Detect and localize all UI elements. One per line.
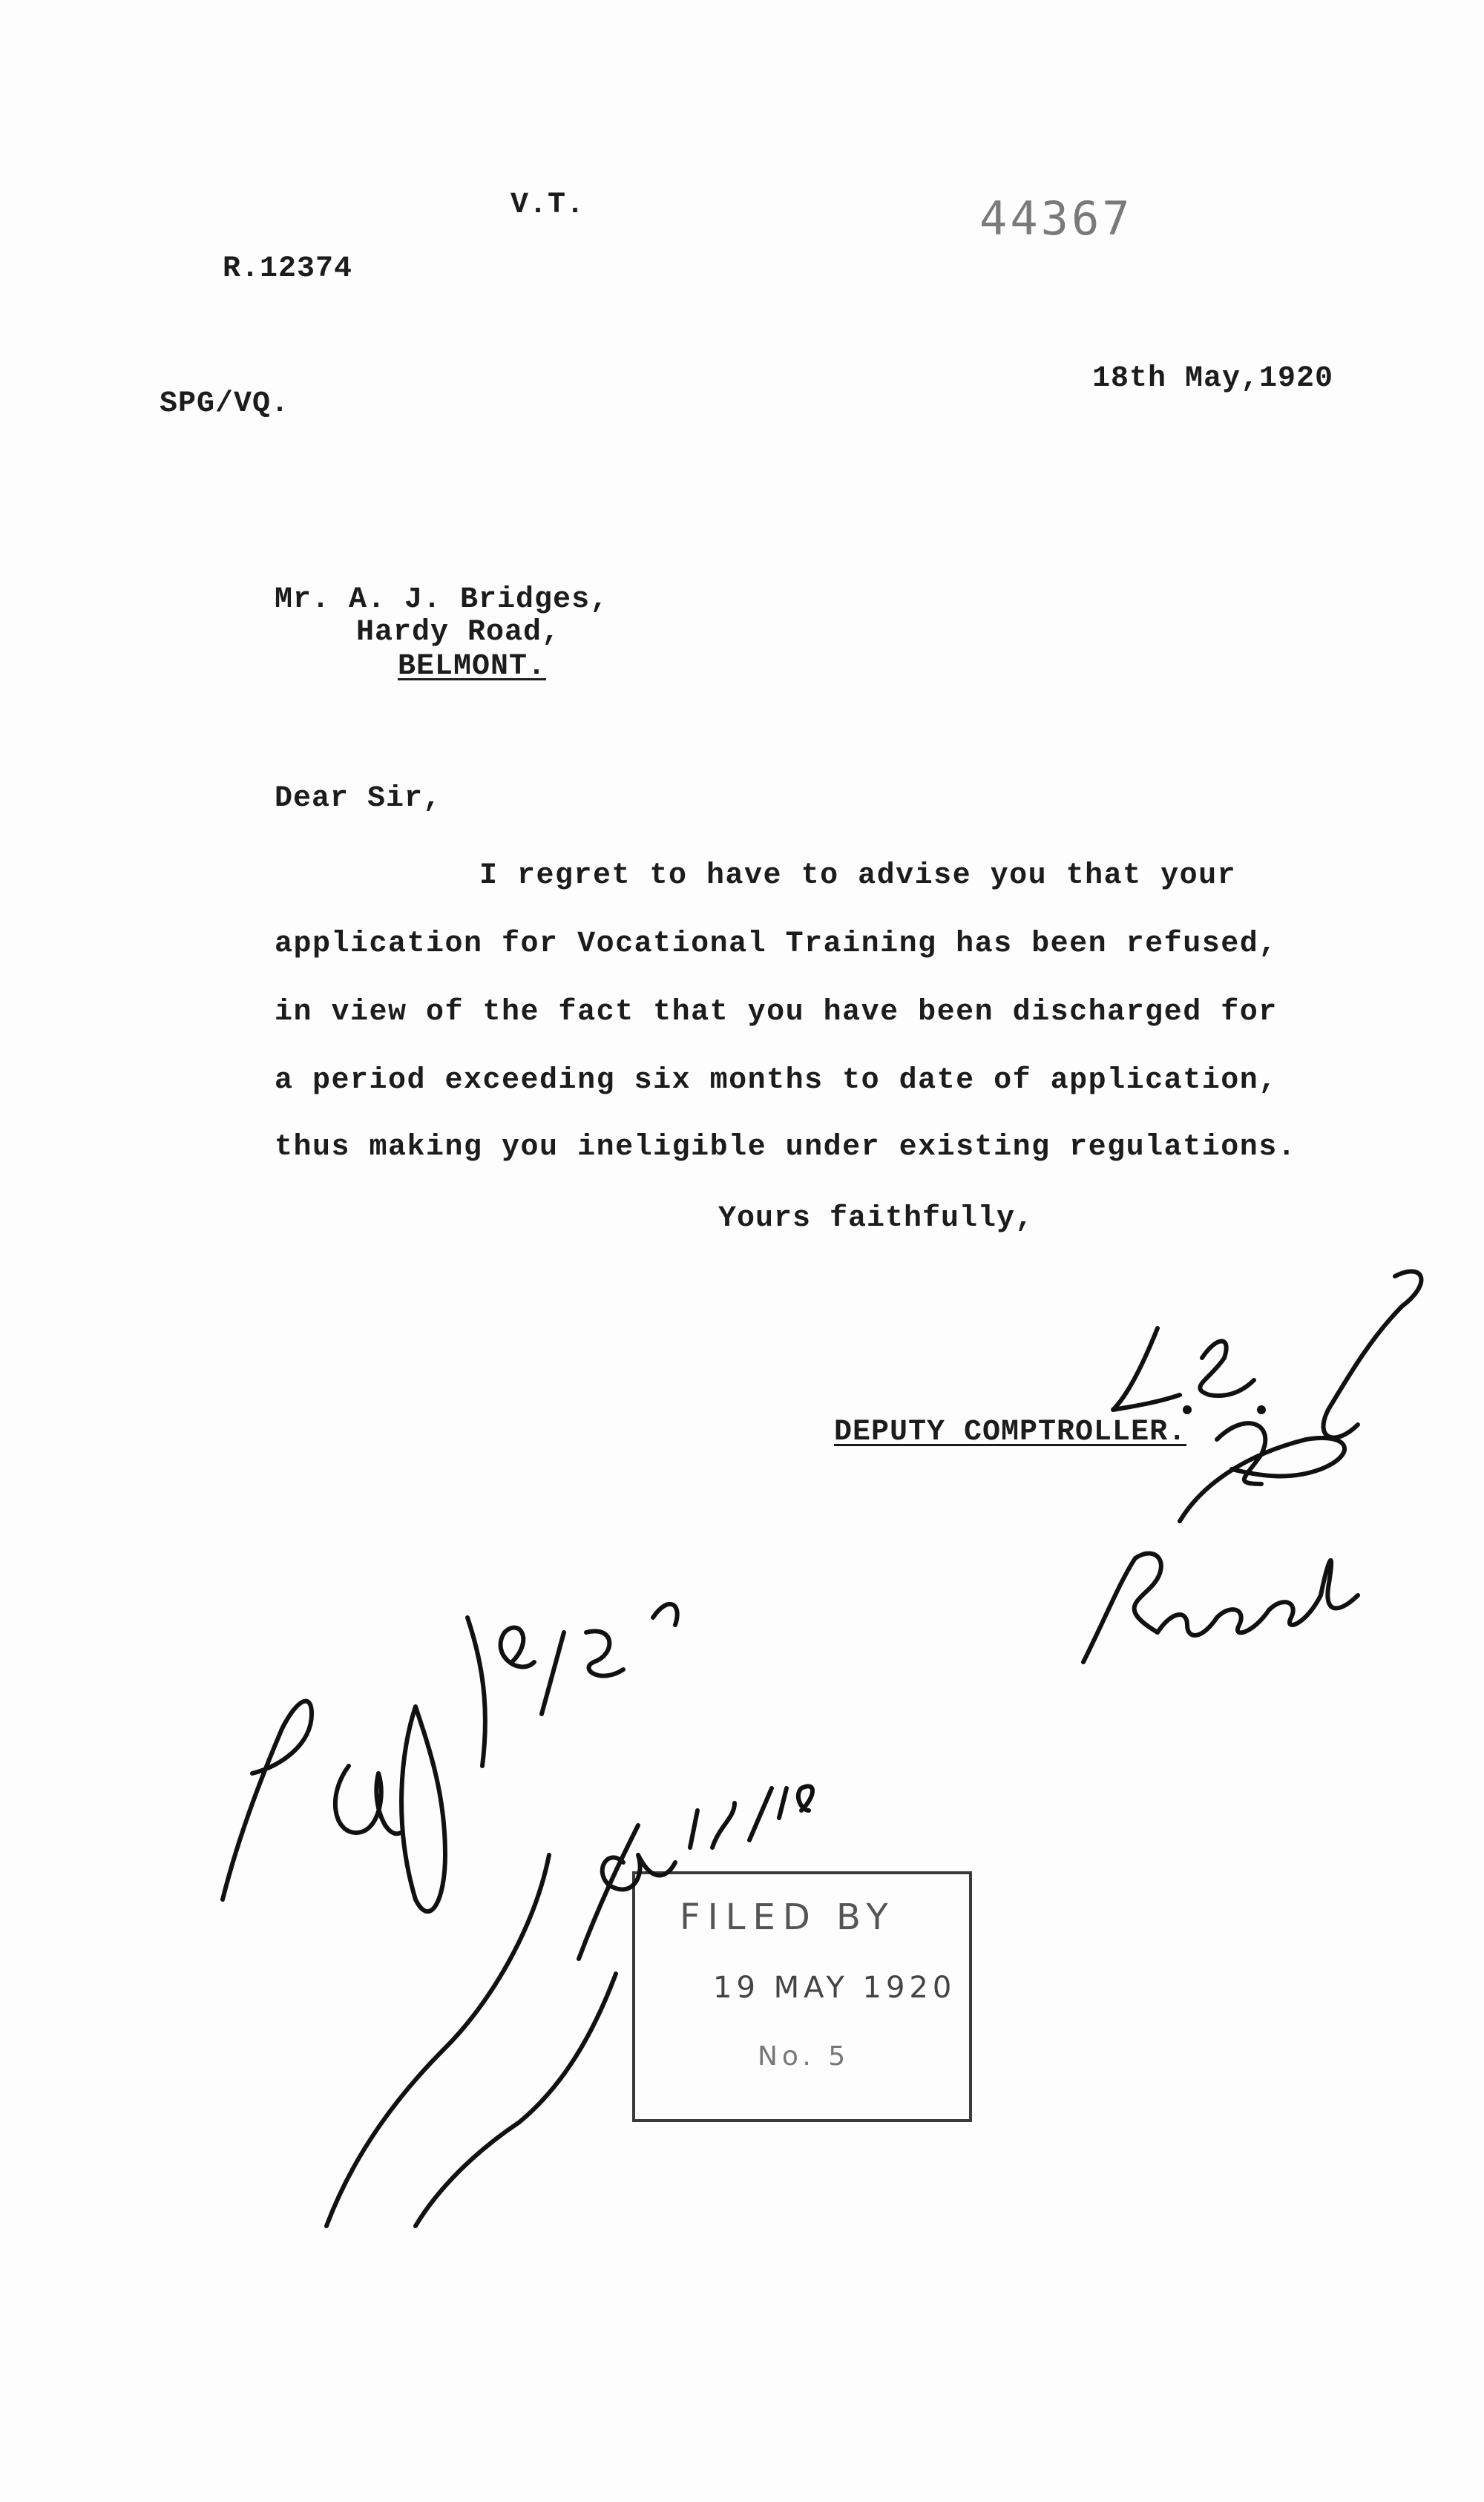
body-line: thus making you ineligible under existing regulations.: [275, 1131, 1297, 1164]
registry-stamp-number: 44367: [979, 191, 1133, 246]
salutation: Dear Sir,: [275, 782, 442, 815]
closing: Yours faithfully,: [718, 1202, 1034, 1235]
initials-reference: SPG/VQ.: [160, 387, 290, 421]
filed-stamp-number: No. 5: [758, 2041, 850, 2072]
body-line: I regret to have to advise you that your: [479, 859, 1237, 893]
filed-stamp-label: FILED BY: [680, 1897, 896, 1938]
file-code: V.T.: [510, 188, 585, 222]
body-line: application for Vocational Training has been refused,: [275, 927, 1278, 961]
body-line: a period exceeding six months to date of application,: [275, 1064, 1278, 1097]
filed-stamp-date: 19 MAY 1920: [713, 1971, 956, 2005]
signatory-title: DEPUTY COMPTROLLER.: [834, 1416, 1187, 1449]
cancelled-mark: [1180, 1423, 1345, 1521]
marginal-note: [223, 1604, 677, 2226]
records-note: [1083, 1554, 1358, 1662]
addressee-name: Mr. A. J. Bridges,: [275, 583, 609, 617]
addressee-street: Hardy Road,: [356, 616, 561, 649]
body-line: in view of the fact that you have been discharged for: [275, 996, 1278, 1029]
signature-initials: [1113, 1272, 1421, 1438]
reference-number: R.12374: [223, 252, 353, 286]
addressee-suburb: BELMONT.: [398, 650, 547, 683]
letter-date: 18th May,1920: [1092, 362, 1334, 395]
